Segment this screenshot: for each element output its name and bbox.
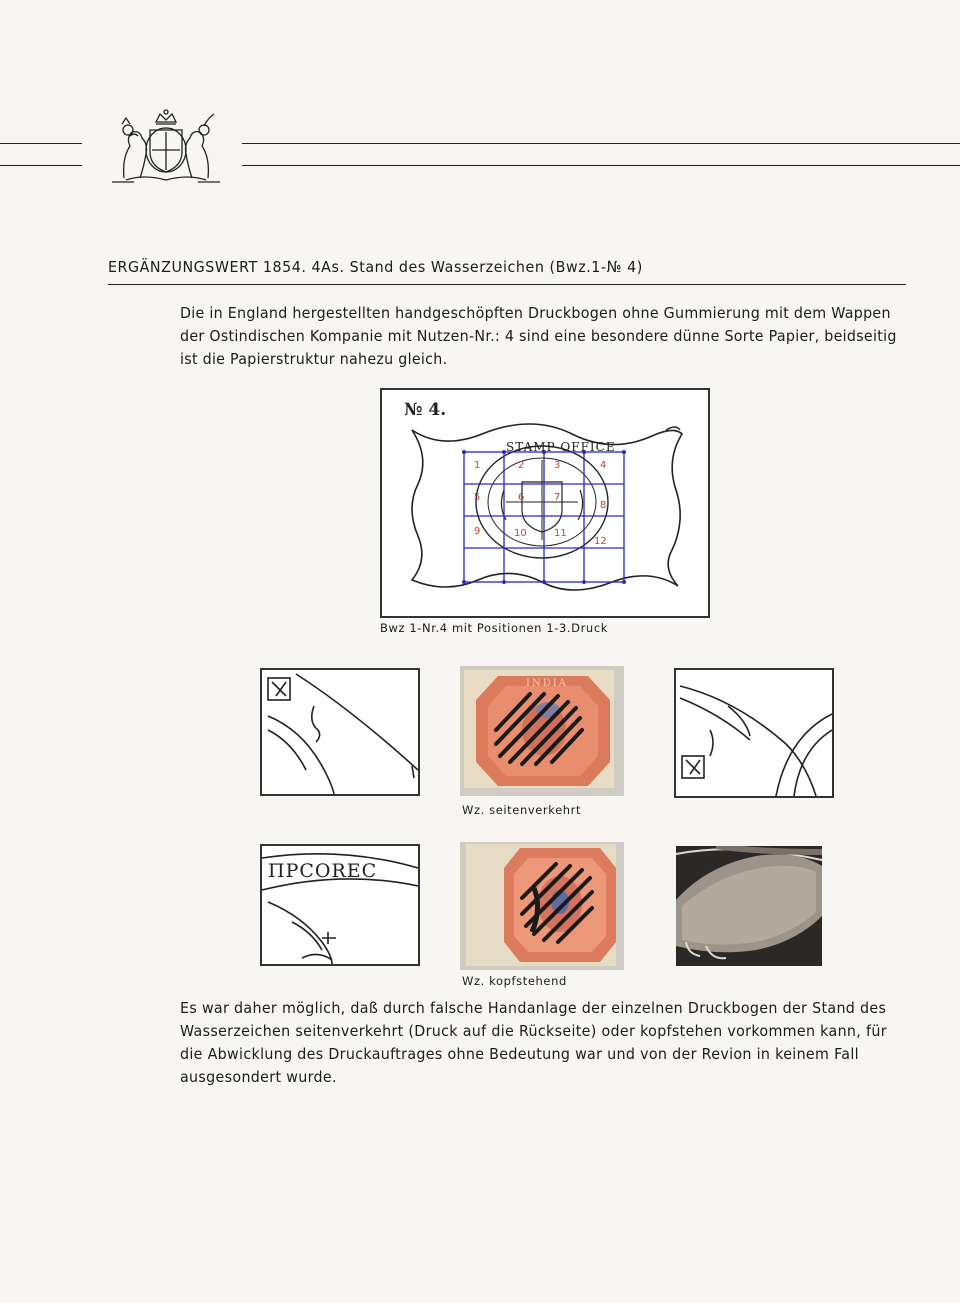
watermark-photo-row2 xyxy=(676,846,822,966)
watermark-detail-right-1 xyxy=(674,668,834,798)
position-number: 8 xyxy=(600,500,607,511)
heading-underline xyxy=(108,284,906,285)
position-number: 9 xyxy=(474,526,481,537)
caption-seitenverkehrt: Wz. seitenverkehrt xyxy=(462,803,582,817)
caption-kopfstehend: Wz. kopfstehend xyxy=(462,974,567,988)
watermark-arch-text: STAMP OFFICE xyxy=(506,440,616,454)
watermark-diagram-caption: Bwz 1-Nr.4 mit Positionen 1-3.Druck xyxy=(380,621,609,635)
header-rule-right-top xyxy=(242,143,960,144)
stamp-inscription: INDIA xyxy=(526,678,568,689)
position-number: 4 xyxy=(600,460,607,471)
watermark-detail-left-1 xyxy=(260,668,420,796)
position-number: 2 xyxy=(518,460,525,471)
stamp-photo-row2 xyxy=(460,842,624,970)
position-number: 10 xyxy=(514,528,527,539)
closing-paragraph: Es war daher möglich, daß durch falsche Handanlage der einzelnen Druckbogen der Stand des Wasserzeichen seitenverkehrt (Druck auf die Rückseite) oder kopfstehen vorkommen kann, für die Abwicklung des Druckauftrages ohne Bedeutung war und von der Revion in keinem Fall ausgesondert wurde. xyxy=(180,999,887,1086)
watermark-letters: ПРCOREC xyxy=(268,860,378,882)
header-rule-left-bottom xyxy=(0,165,82,166)
header-rule-right-bottom xyxy=(242,165,960,166)
watermark-diagram xyxy=(380,388,710,618)
coat-of-arms-logo xyxy=(104,108,228,186)
position-number: 7 xyxy=(554,492,561,503)
page-heading: ERGÄNZUNGSWERT 1854. 4As. Stand des Wasserzeichen (Bwz.1-№ 4) xyxy=(108,258,643,276)
stamp-photo-row1 xyxy=(460,666,624,796)
position-number: 12 xyxy=(594,536,607,547)
watermark-detail-left-2 xyxy=(260,844,420,966)
position-number: 3 xyxy=(554,460,561,471)
position-number: 5 xyxy=(474,492,481,503)
position-number: 11 xyxy=(554,528,567,539)
header-rule-left-top xyxy=(0,143,82,144)
watermark-number-label: № 4. xyxy=(404,400,447,420)
position-number: 6 xyxy=(518,492,525,503)
intro-paragraph: Die in England hergestellten handgeschöpften Druckbogen ohne Gummierung mit dem Wappen der Ostindischen Kompanie mit Nutzen-Nr.: 4 sind eine besondere dünne Sorte Papier, beidseitig ist die Papierstruktur nahezu gleich. xyxy=(180,304,897,368)
position-number: 1 xyxy=(474,460,481,471)
